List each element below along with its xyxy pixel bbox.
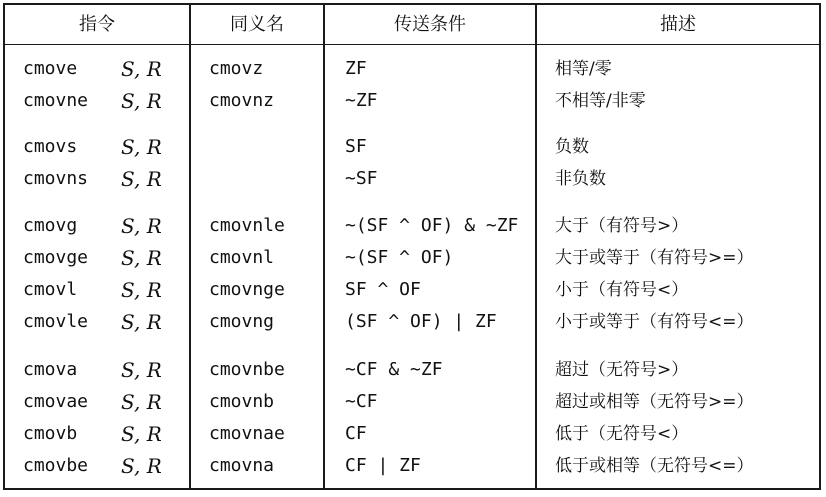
operands-cell: S, R (121, 454, 162, 478)
instruction-cell: cmovge (23, 247, 89, 268)
description-cell: 低于或相等（无符号<=） (555, 456, 754, 476)
synonym-cell: cmovnb (209, 391, 275, 412)
synonym-cell: cmovnae (209, 423, 285, 444)
description-cell: 非负数 (555, 169, 606, 189)
operands-cell: S, R (121, 214, 162, 238)
synonym-cell: cmovnbe (209, 359, 285, 380)
condition-cell: SF ^ OF (345, 279, 421, 300)
conditional-move-table (3, 3, 821, 490)
operands-cell: S, R (121, 167, 162, 191)
table-header (5, 5, 819, 45)
synonym-cell: cmovng (209, 311, 275, 332)
condition-cell: ZF (345, 58, 367, 79)
instruction-cell: cmova (23, 359, 78, 380)
table-row (5, 386, 819, 418)
description-cell: 大于（有符号>） (555, 216, 689, 236)
table-row (5, 210, 819, 242)
condition-cell: ~(SF ^ OF) & ~ZF (345, 215, 519, 236)
description-cell: 不相等/非零 (555, 91, 646, 111)
instruction-cell: cmovae (23, 391, 89, 412)
condition-cell: CF | ZF (345, 455, 421, 476)
operands-cell: S, R (121, 246, 162, 270)
instruction-cell: cmovl (23, 279, 78, 300)
condition-cell: ~ZF (345, 90, 378, 111)
table-row (5, 131, 819, 163)
description-cell: 负数 (555, 137, 589, 157)
table-row (5, 354, 819, 386)
condition-cell: (SF ^ OF) | ZF (345, 311, 497, 332)
operands-cell: S, R (121, 89, 162, 113)
table-row (5, 242, 819, 274)
description-cell: 大于或等于（有符号>=） (555, 248, 754, 268)
instruction-cell: cmovle (23, 311, 89, 332)
header-condition: 传送条件 (394, 14, 466, 35)
operands-cell: S, R (121, 278, 162, 302)
operands-cell: S, R (121, 57, 162, 81)
table-row (5, 53, 819, 85)
instruction-cell: cmovb (23, 423, 78, 444)
condition-cell: SF (345, 136, 367, 157)
table-row (5, 85, 819, 117)
synonym-cell: cmovnl (209, 247, 275, 268)
synonym-cell: cmovnge (209, 279, 285, 300)
description-cell: 小于（有符号<） (555, 280, 689, 300)
instruction-cell: cmovs (23, 136, 78, 157)
header-description: 描述 (660, 14, 696, 35)
header-synonym: 同义名 (230, 14, 284, 35)
synonym-cell: cmovz (209, 58, 264, 79)
description-cell: 超过（无符号>） (555, 360, 689, 380)
table-row (5, 274, 819, 306)
instruction-cell: cmove (23, 58, 78, 79)
operands-cell: S, R (121, 390, 162, 414)
description-cell: 超过或相等（无符号>=） (555, 392, 754, 412)
operands-cell: S, R (121, 358, 162, 382)
table-row (5, 450, 819, 482)
table-row (5, 163, 819, 195)
condition-cell: ~SF (345, 168, 378, 189)
operands-cell: S, R (121, 310, 162, 334)
synonym-cell: cmovnz (209, 90, 275, 111)
instruction-cell: cmovns (23, 168, 89, 189)
operands-cell: S, R (121, 135, 162, 159)
operands-cell: S, R (121, 422, 162, 446)
synonym-cell: cmovnle (209, 215, 285, 236)
description-cell: 低于（无符号<） (555, 424, 689, 444)
table-row (5, 306, 819, 338)
condition-cell: ~CF & ~ZF (345, 359, 443, 380)
table-row (5, 418, 819, 450)
condition-cell: CF (345, 423, 367, 444)
instruction-cell: cmovne (23, 90, 89, 111)
header-instruction: 指令 (79, 14, 115, 35)
description-cell: 小于或等于（有符号<=） (555, 312, 754, 332)
description-cell: 相等/零 (555, 59, 612, 79)
synonym-cell: cmovna (209, 455, 275, 476)
instruction-cell: cmovg (23, 215, 78, 236)
instruction-cell: cmovbe (23, 455, 89, 476)
condition-cell: ~(SF ^ OF) (345, 247, 454, 268)
condition-cell: ~CF (345, 391, 378, 412)
